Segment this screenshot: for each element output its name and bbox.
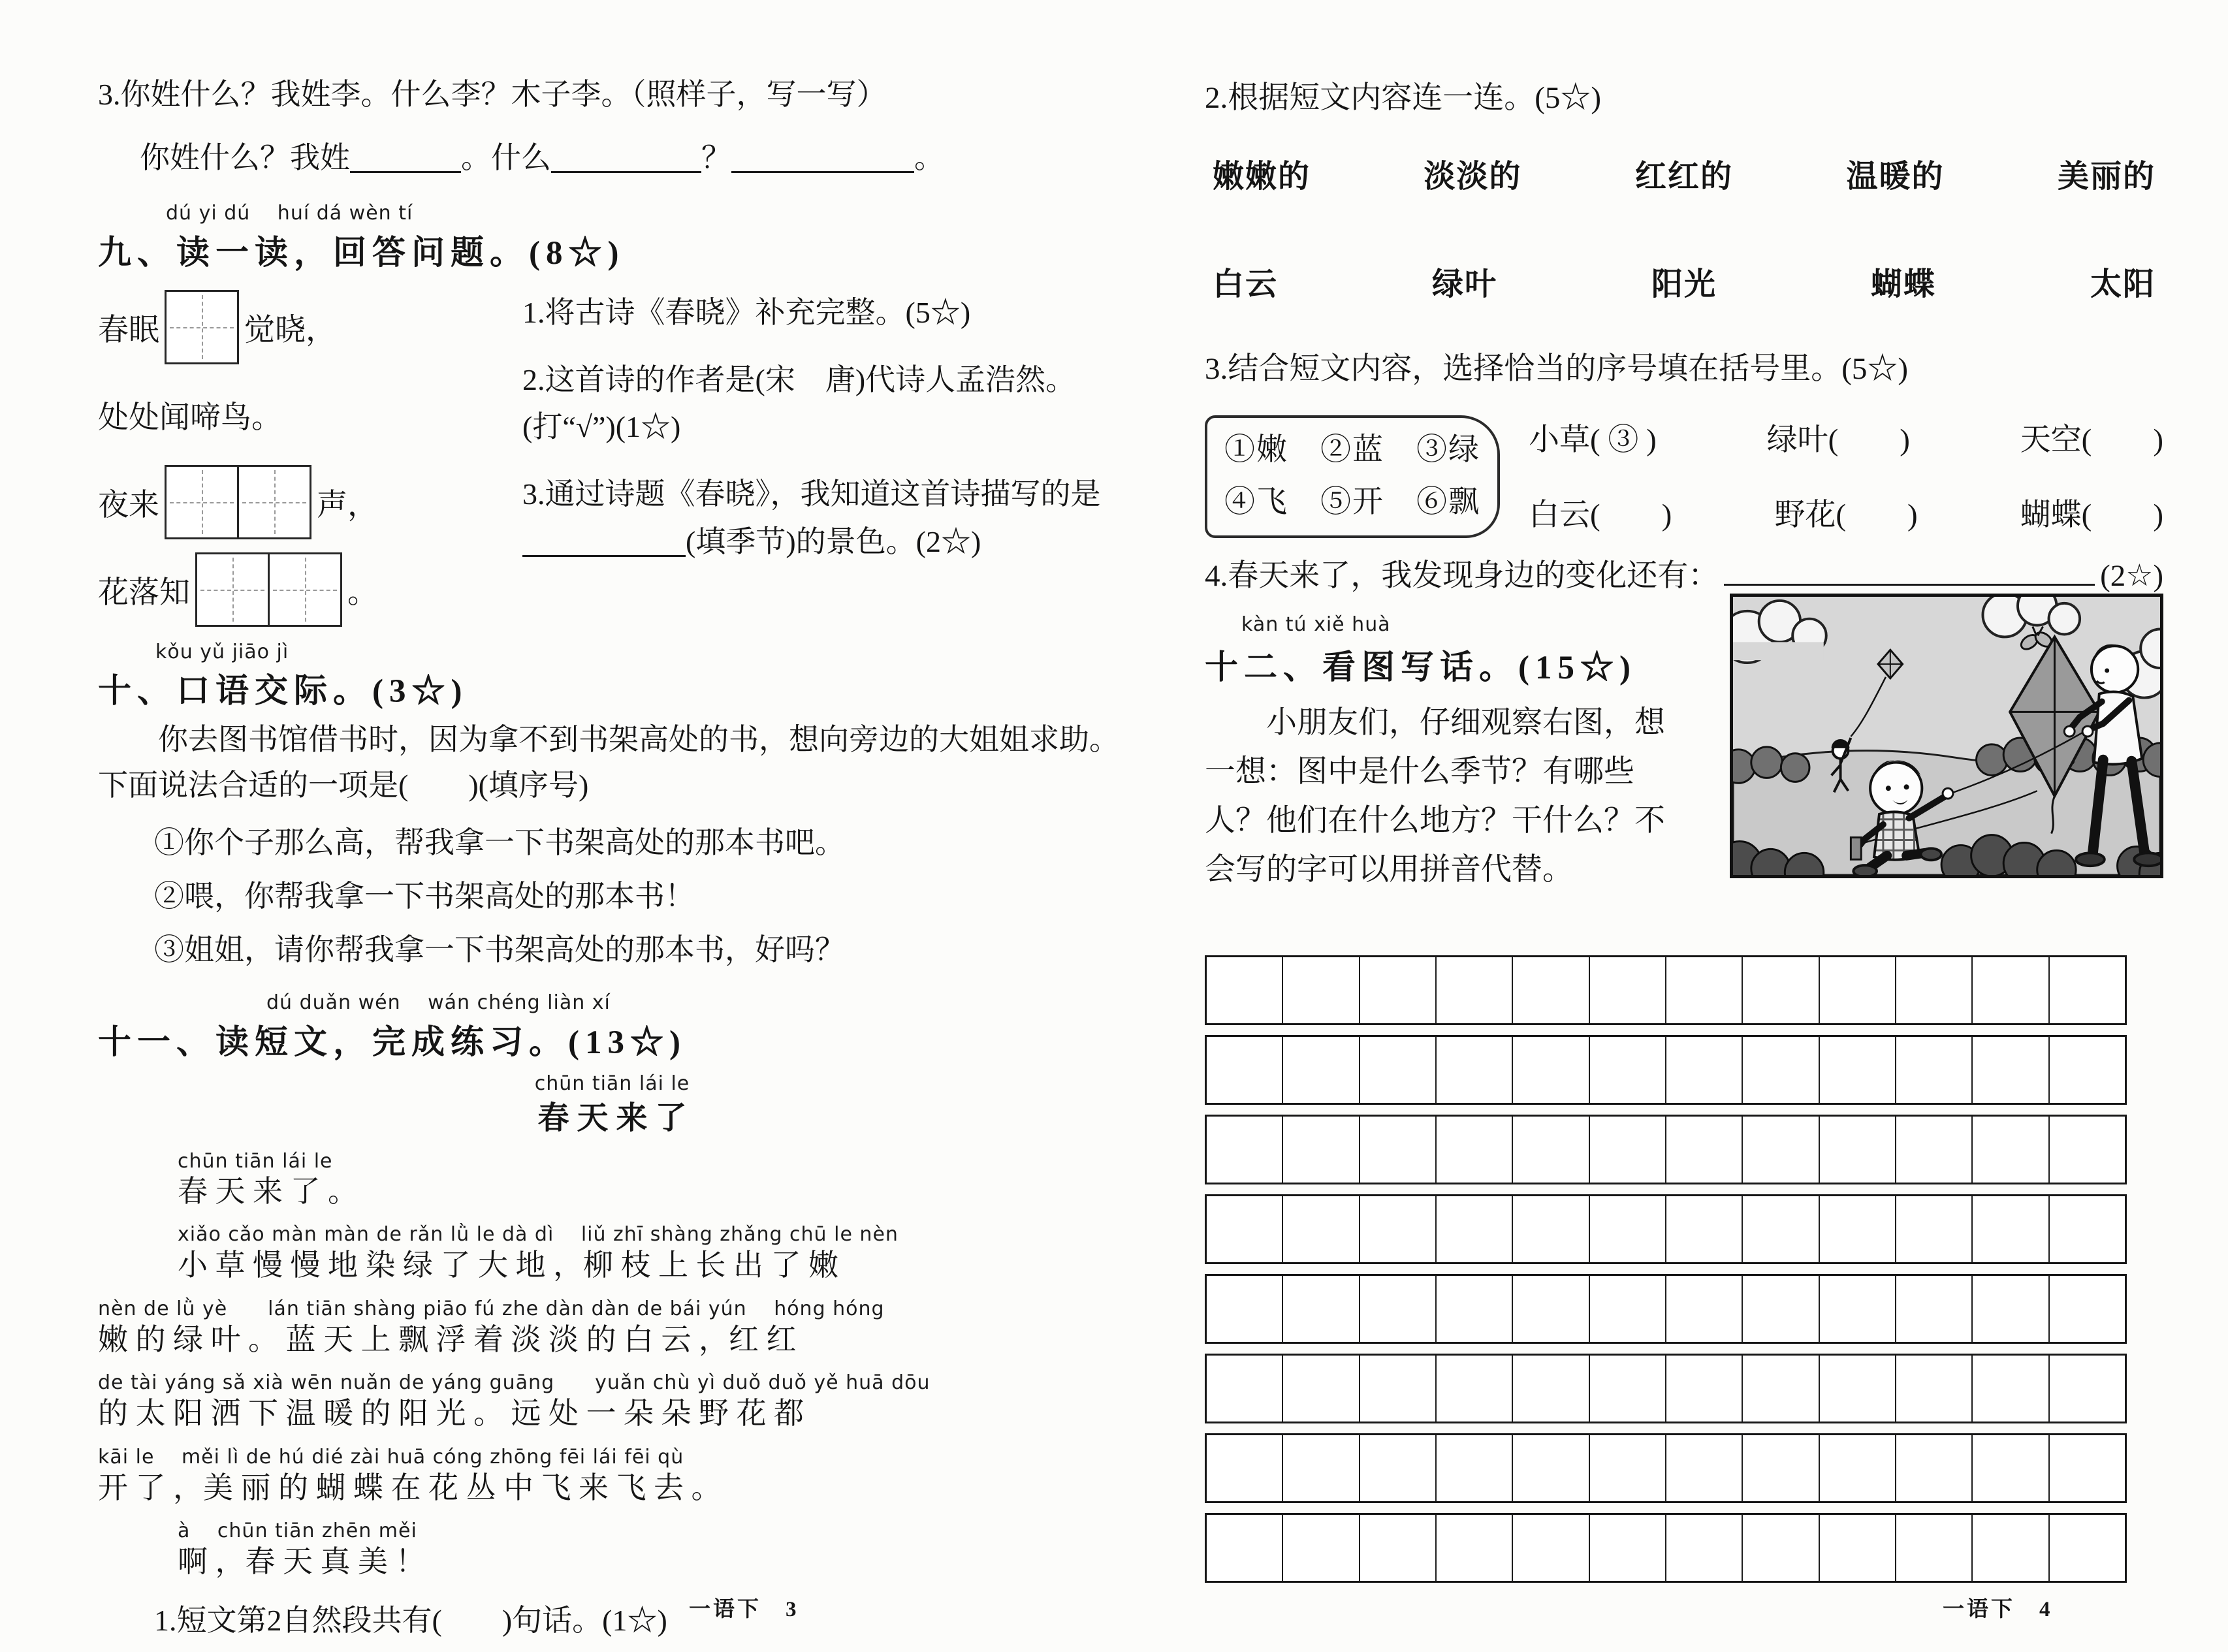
writing-cell[interactable] [2050, 1435, 2125, 1501]
passage-title-pinyin: chūn tiān lái le [534, 1072, 690, 1095]
tianzige-cell[interactable] [195, 552, 270, 627]
section10-option-1[interactable]: ①你个子那么高，帮我拿一下书架高处的那本书吧。 [154, 825, 845, 859]
writing-cell[interactable] [1896, 1037, 1973, 1103]
section10-option-2[interactable]: ②喂，你帮我拿一下书架高处的那本书！ [154, 879, 695, 913]
writing-cell[interactable] [1590, 1276, 1666, 1342]
s11-question-1: 1.短文第2自然段共有( )句话。(1☆) [154, 1603, 667, 1637]
writing-cell[interactable] [1437, 1117, 1513, 1183]
writing-grid-row [1205, 1035, 2127, 1105]
writing-cell[interactable] [1666, 1356, 1743, 1422]
writing-cell[interactable] [1513, 1196, 1589, 1262]
writing-cell[interactable] [1896, 1435, 1973, 1501]
passage-text: 啊 ，春 天 真 美 ！ [178, 1545, 426, 1579]
q83-blank-1[interactable] [350, 142, 461, 173]
writing-cell[interactable] [1666, 1117, 1743, 1183]
answer-slot[interactable]: 天空( ) [2020, 423, 2163, 457]
match-word[interactable]: 太阳 [2090, 267, 2156, 302]
poem-text: 花落知 [98, 575, 190, 610]
writing-box-group [165, 465, 311, 539]
page-right [1205, 73, 2163, 1593]
match-word[interactable]: 美丽的 [2057, 159, 2156, 194]
match-row-adjectives [1205, 151, 2163, 196]
writing-cell[interactable] [1743, 1117, 1819, 1183]
match-word[interactable]: 嫩嫩的 [1213, 159, 1311, 194]
passage-text: 开 了 ，美 丽 的 蝴 蝶 在 花 丛 中 飞 来 飞 去 。 [98, 1470, 722, 1504]
writing-cell[interactable] [1973, 1276, 2049, 1342]
section10-option-3[interactable]: ③姐姐，请你帮我拿一下书架高处的那本书，好吗？ [154, 932, 845, 966]
match-word[interactable]: 阳光 [1651, 267, 1717, 302]
writing-cell[interactable] [1207, 957, 1283, 1023]
writing-cell[interactable] [1437, 1435, 1513, 1501]
passage-pinyin: kāi le měi lì de hú dié zài huā cóng zhōng fēi lái fēi qù [98, 1445, 684, 1469]
page-number-right: 一语下 4 [1943, 1598, 2053, 1621]
writing-cell[interactable] [1973, 1037, 2049, 1103]
q83-text-a: 你姓什么？我姓 [140, 141, 350, 174]
writing-cell[interactable] [1973, 957, 2049, 1023]
writing-cell[interactable] [1973, 1435, 2049, 1501]
section12-instructions: 小朋友们，仔细观察右图，想一想：图中是什么季节？有哪些人？他们在什么地方？干什么？不会写的字可以用拼音代替。 [1205, 705, 1665, 887]
writing-cell[interactable] [1437, 1515, 1513, 1581]
answer-slot[interactable]: 蝴蝶( ) [2020, 498, 2163, 532]
writing-cell[interactable] [1360, 1515, 1437, 1581]
writing-cell[interactable] [1360, 957, 1437, 1023]
passage-text: 春 天 来 了 。 [178, 1174, 358, 1208]
match-word[interactable]: 淡淡的 [1424, 159, 1522, 194]
writing-cell[interactable] [1820, 1276, 1896, 1342]
question-8-3-answer-line [98, 134, 1126, 177]
passage-line [98, 1218, 1126, 1284]
writing-cell[interactable] [1437, 1276, 1513, 1342]
writing-cell[interactable] [1666, 1515, 1743, 1581]
q83-blank-3[interactable] [731, 142, 914, 173]
writing-grid-row [1205, 1433, 2127, 1503]
writing-cell[interactable] [1820, 1356, 1896, 1422]
writing-cell[interactable] [1513, 1117, 1589, 1183]
writing-cell[interactable] [1743, 1037, 1819, 1103]
section9-pinyin: dú yi dú huí dá wèn tí [166, 202, 413, 225]
writing-cell[interactable] [1743, 1356, 1819, 1422]
writing-cell[interactable] [1896, 1515, 1973, 1581]
writing-cell[interactable] [1207, 1117, 1283, 1183]
section12 [1205, 613, 2163, 1583]
tianzige-cell[interactable] [268, 552, 342, 627]
writing-cell[interactable] [1896, 1117, 1973, 1183]
writing-cell[interactable] [1896, 1356, 1973, 1422]
writing-cell[interactable] [1590, 1515, 1666, 1581]
q3-answer-area [1529, 415, 2163, 534]
writing-cell[interactable] [1207, 1037, 1283, 1103]
writing-cell[interactable] [1283, 957, 1360, 1023]
q83-text-d: 。 [914, 141, 944, 174]
section10-pinyin: kǒu yǔ jiāo jì [155, 641, 289, 663]
s9-q3-text-b: (填季节)的景色。(2☆) [686, 524, 981, 558]
answer-slot[interactable]: 白云( ) [1529, 498, 1672, 532]
writing-cell[interactable] [1896, 957, 1973, 1023]
writing-cell[interactable] [1666, 1037, 1743, 1103]
writing-cell[interactable] [1590, 957, 1666, 1023]
passage-text: 嫩 的 绿 叶 。 蓝 天 上 飘 浮 着 淡 淡 的 白 云 ，红 红 [98, 1322, 797, 1356]
q3-answer-row-2 [1529, 490, 2163, 534]
writing-grid-row [1205, 955, 2127, 1025]
kite-flying-illustration [1730, 594, 2163, 878]
match-word[interactable]: 蝴蝶 [1870, 267, 1936, 302]
section12-heading: 十二、看图写话。(15☆) [1205, 649, 1636, 686]
writing-cell[interactable] [2050, 1356, 2125, 1422]
poem-chunxiao [98, 289, 522, 639]
writing-cell[interactable] [1283, 1037, 1360, 1103]
s9-q3-blank[interactable] [522, 526, 686, 557]
writing-cell[interactable] [1207, 1356, 1283, 1422]
writing-grid-row [1205, 1513, 2127, 1583]
writing-cell[interactable] [1666, 1276, 1743, 1342]
writing-cell[interactable] [1896, 1196, 1973, 1262]
writing-cell[interactable] [1743, 957, 1819, 1023]
writing-grid-row [1205, 1115, 2127, 1184]
writing-grid-row [1205, 1274, 2127, 1344]
word-bank-line-1: ①嫩 ②蓝 ③绿 [1224, 433, 1480, 467]
writing-cell[interactable] [1283, 1196, 1360, 1262]
writing-cell[interactable] [1437, 1037, 1513, 1103]
match-row-nouns [1205, 259, 2163, 304]
writing-grid-row [1205, 1354, 2127, 1423]
section12-pinyin: kàn tú xiě huà [1241, 612, 1391, 636]
tianzige-cell[interactable] [237, 465, 311, 539]
writing-cell[interactable] [1820, 1117, 1896, 1183]
writing-cell[interactable] [1820, 1037, 1896, 1103]
s9-question-2: 2.这首诗的作者是(宋 唐)代诗人孟浩然。(打“√”)(1☆) [522, 362, 1076, 444]
s11-question-2-heading: 2.根据短文内容连一连。(5☆) [1205, 81, 1602, 115]
passage-title-block [98, 1072, 1126, 1142]
writing-cell[interactable] [2050, 1515, 2125, 1581]
match-word[interactable]: 白云 [1213, 267, 1279, 302]
writing-cell[interactable] [1513, 1356, 1589, 1422]
writing-cell[interactable] [1360, 1196, 1437, 1262]
match-word[interactable]: 红红的 [1634, 159, 1733, 194]
writing-grid [1205, 955, 2127, 1583]
writing-cell[interactable] [1973, 1196, 2049, 1262]
writing-cell[interactable] [1283, 1435, 1360, 1501]
writing-grid-row [1205, 1194, 2127, 1264]
writing-cell[interactable] [1513, 1276, 1589, 1342]
writing-cell[interactable] [1437, 1356, 1513, 1422]
writing-cell[interactable] [1283, 1515, 1360, 1581]
writing-cell[interactable] [1207, 1276, 1283, 1342]
poem-text: 。 [347, 575, 378, 610]
writing-cell[interactable] [1973, 1356, 2049, 1422]
section9-heading: 九、读一读，回答问题。(8☆) [98, 235, 625, 272]
s11-question-4 [1205, 551, 2163, 595]
writing-cell[interactable] [2050, 1037, 2125, 1103]
writing-cell[interactable] [1360, 1117, 1437, 1183]
writing-cell[interactable] [1513, 1515, 1589, 1581]
passage-line [98, 1514, 1126, 1581]
answer-slot[interactable]: 野花( ) [1774, 498, 1918, 532]
passage-line [98, 1440, 1126, 1507]
section11-pinyin: dú duǎn wén wán chéng liàn xí [266, 991, 611, 1014]
word-bank-box [1205, 415, 1500, 538]
s11-question-3-heading: 3.结合短文内容，选择恰当的序号填在括号里。(5☆) [1205, 352, 1909, 386]
writing-cell[interactable] [1360, 1356, 1437, 1422]
section9-body [98, 289, 1126, 639]
writing-cell[interactable] [1513, 1435, 1589, 1501]
question-8-3-prompt: 3.你姓什么？我姓李。什么李？木子李。（照样子，写一写） [98, 78, 887, 111]
q4-text: 4.春天来了，我发现身边的变化还有： [1205, 558, 1719, 593]
q83-blank-2[interactable] [551, 142, 701, 173]
s9-q3-text-a: 3.通过诗题《春晓》，我知道这首诗描写的是 [522, 477, 1101, 511]
writing-cell[interactable] [1360, 1435, 1437, 1501]
writing-cell[interactable] [1207, 1435, 1283, 1501]
section9-questions [522, 289, 1126, 639]
page-number-left: 一语下 3 [689, 1598, 799, 1621]
passage-line [98, 1150, 1126, 1211]
writing-cell[interactable] [1743, 1196, 1819, 1262]
writing-cell[interactable] [1743, 1276, 1819, 1342]
word-bank-line-2: ④飞 ⑤开 ⑥飘 [1224, 484, 1480, 519]
writing-cell[interactable] [1360, 1276, 1437, 1342]
writing-cell[interactable] [2050, 957, 2125, 1023]
writing-cell[interactable] [1437, 957, 1513, 1023]
writing-cell[interactable] [1207, 1196, 1283, 1262]
writing-cell[interactable] [1820, 1515, 1896, 1581]
poem-line-4 [98, 552, 522, 627]
q83-text-c: ？ [701, 141, 731, 174]
section10-paragraph: 你去图书馆借书时，因为拿不到书架高处的书，想向旁边的大姐姐求助。下面说法合适的一项是( )(填序号) [98, 723, 1119, 802]
writing-cell[interactable] [1513, 1037, 1589, 1103]
writing-cell[interactable] [1590, 1435, 1666, 1501]
answer-slot[interactable]: 小草( ③ ) [1529, 423, 1657, 457]
writing-box-group [165, 290, 239, 364]
section10-heading: 十、口语交际。(3☆) [98, 673, 468, 710]
writing-cell[interactable] [1590, 1356, 1666, 1422]
poem-line-3 [98, 464, 522, 540]
q4-score: (2☆) [2100, 558, 2163, 593]
poem-line-1 [98, 289, 522, 365]
writing-cell[interactable] [1590, 1037, 1666, 1103]
writing-cell[interactable] [2050, 1276, 2125, 1342]
section11-heading: 十一、读短文，完成练习。(13☆) [98, 1024, 686, 1061]
s9-question-1: 1.将古诗《春晓》补充完整。(5☆) [522, 296, 971, 329]
passage-text: 小 草 慢 慢 地 染 绿 了 大 地 ，柳 枝 上 长 出 了 嫩 [178, 1248, 838, 1282]
passage-title: 春 天 来 了 [537, 1100, 687, 1136]
poem-line-2 [98, 377, 522, 453]
passage-line [98, 1366, 1126, 1433]
passage-pinyin: chūn tiān lái le [178, 1149, 333, 1173]
s11-question-3-body [1205, 415, 2163, 538]
tianzige-cell[interactable] [165, 290, 239, 364]
match-word[interactable]: 温暖的 [1846, 159, 1945, 194]
match-word[interactable]: 绿叶 [1431, 267, 1497, 302]
writing-cell[interactable] [1590, 1117, 1666, 1183]
page-left [98, 72, 1126, 1640]
writing-cell[interactable] [1666, 1196, 1743, 1262]
passage-text: 的 太 阳 洒 下 温 暖 的 阳 光 。 远 处 一 朵 朵 野 花 都 [98, 1397, 804, 1431]
writing-cell[interactable] [2050, 1196, 2125, 1262]
writing-box-group [195, 552, 342, 627]
writing-cell[interactable] [1743, 1515, 1819, 1581]
poem-text: 处处闻啼鸟。 [98, 400, 282, 435]
writing-cell[interactable] [1820, 957, 1896, 1023]
s9-question-3 [522, 471, 1126, 565]
writing-cell[interactable] [1896, 1276, 1973, 1342]
passage-pinyin: de tài yáng sǎ xià wēn nuǎn de yáng guāng yuǎn chù yì duǒ duǒ yě huā dōu [98, 1371, 931, 1395]
writing-cell[interactable] [1820, 1196, 1896, 1262]
passage-pinyin: nèn de lǜ yè lán tiān shàng piāo fú zhe dàn dàn de bái yún hóng hóng [98, 1297, 885, 1320]
writing-cell[interactable] [1590, 1196, 1666, 1262]
poem-text: 夜来 [98, 488, 159, 522]
writing-cell[interactable] [1437, 1196, 1513, 1262]
poem-text: 春眠 [98, 313, 159, 347]
passage-line [98, 1292, 1126, 1359]
writing-cell[interactable] [1666, 1435, 1743, 1501]
q3-answer-row-1 [1529, 415, 2163, 459]
writing-cell[interactable] [1666, 957, 1743, 1023]
passage-pinyin: xiǎo cǎo màn màn de rǎn lǜ le dà dì liǔ zhī shàng zhǎng chū le nèn [178, 1223, 899, 1247]
tianzige-cell[interactable] [165, 465, 239, 539]
writing-cell[interactable] [1973, 1515, 2049, 1581]
q83-text-b: 。什么 [461, 141, 551, 174]
poem-text: 声， [317, 488, 378, 522]
writing-cell[interactable] [1360, 1037, 1437, 1103]
answer-slot[interactable]: 绿叶( ) [1766, 423, 1910, 457]
q4-blank[interactable] [1724, 554, 2095, 586]
writing-cell[interactable] [1973, 1117, 2049, 1183]
passage-chuntianlaile [98, 1150, 1126, 1581]
writing-cell[interactable] [2050, 1117, 2125, 1183]
writing-cell[interactable] [1207, 1515, 1283, 1581]
writing-cell[interactable] [1283, 1276, 1360, 1342]
passage-pinyin: à chūn tiān zhēn měi [178, 1519, 417, 1543]
writing-cell[interactable] [1820, 1435, 1896, 1501]
writing-cell[interactable] [1743, 1435, 1819, 1501]
writing-cell[interactable] [1513, 957, 1589, 1023]
poem-text: 觉晓， [244, 313, 336, 347]
writing-cell[interactable] [1283, 1117, 1360, 1183]
writing-cell[interactable] [1283, 1356, 1360, 1422]
